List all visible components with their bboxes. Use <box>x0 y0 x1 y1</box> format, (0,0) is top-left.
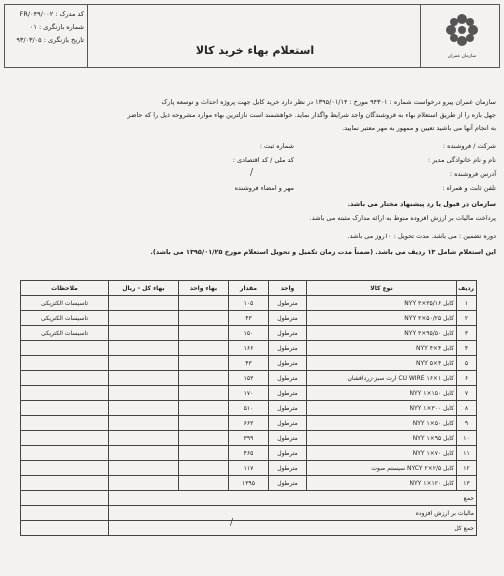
table-row <box>21 416 477 431</box>
vat-value <box>21 506 109 521</box>
item-note: تاسیسات الکتریکی <box>21 326 109 341</box>
unit-price <box>179 476 229 491</box>
table-row <box>21 476 477 491</box>
item-name: کابل NYY ۱×۱۲۰ <box>307 476 457 491</box>
unit-price <box>179 371 229 386</box>
item-note <box>21 461 109 476</box>
national-id-label: کد ملی / کد اقتصادی : <box>232 156 294 164</box>
item-quantity: ۶۶۳ <box>229 416 269 431</box>
table-row <box>21 446 477 461</box>
row-number: ۸ <box>457 401 477 416</box>
item-name: کابل NYY ۳×۵۰/۲۵ <box>307 311 457 326</box>
row-number: ۱۰ <box>457 431 477 446</box>
total-price <box>109 416 179 431</box>
table-row <box>21 341 477 356</box>
tax-note: پرداخت مالیات بر ارزش افزوده منوط به ارائه مدارک مثبته می باشد. <box>309 214 496 222</box>
unit-price <box>179 386 229 401</box>
item-quantity: ۴۳ <box>229 356 269 371</box>
sum-label: جمع <box>109 491 477 506</box>
form-meta <box>8 8 84 47</box>
row-number: ۱۳ <box>457 476 477 491</box>
item-name: کابل NYY ۱×۹۵ <box>307 431 457 446</box>
archive-date: تاریخ بازنگری : ۹۳/۰۳/۰۵ <box>16 36 84 44</box>
total-price <box>109 326 179 341</box>
company-label: شرکت / فروشنده : <box>442 142 496 150</box>
item-unit: مترطول <box>269 371 307 386</box>
total-price <box>109 356 179 371</box>
item-quantity: ۵۱۰ <box>229 401 269 416</box>
sum-row <box>21 491 477 506</box>
item-name: کابل NYY ۱×۱۵۰ <box>307 386 457 401</box>
item-quantity: ۱۷۰ <box>229 386 269 401</box>
unit-price <box>179 461 229 476</box>
warranty-line: دوره تضمین : می باشد. مدت تحویل : ۱۰روز می باشد. <box>347 232 496 240</box>
vat-row <box>21 506 477 521</box>
item-name: کابل NYY ۴×۴ <box>307 341 457 356</box>
item-name: کابل NYY ۱×۳۰۰ <box>307 401 457 416</box>
total-price <box>109 311 179 326</box>
item-name: کابل NYY ۵×۴ <box>307 356 457 371</box>
unit-price <box>179 341 229 356</box>
column-header: نوع کالا <box>307 281 457 296</box>
intro-line-2: جهل بازه را از طریق استعلام بهاء به فروشندگان واجد شرایط واگذار نماید. خواهشمند است نازلترین بهاء موارد مشروحه ذیل را که حاضر <box>127 111 496 119</box>
address-label: آدرس فروشنده : <box>449 170 496 178</box>
total-price <box>109 386 179 401</box>
column-header: بهاء کل - ریال <box>109 281 179 296</box>
item-name: کابل NYY ۳×۹۵/۵۰ <box>307 326 457 341</box>
row-number: ۷ <box>457 386 477 401</box>
item-name: کابل NYCY ۲×۲/۵ سیستم صوت <box>307 461 457 476</box>
item-note: تاسیسات الکتریکی <box>21 311 109 326</box>
row-number: ۱۱ <box>457 446 477 461</box>
archive-number: شماره بازنگری : ۰۱ <box>29 23 84 31</box>
item-note <box>21 416 109 431</box>
total-price <box>109 296 179 311</box>
unit-price <box>179 296 229 311</box>
item-note <box>21 341 109 356</box>
count-line: این استعلام شامل ۱۳ ردیف می باشد. (ضمناً مدت زمان تکمیل و تحویل استعلام مورخ ۱۳۹۵/۰۱/۲۵ می باشد). <box>150 248 496 256</box>
item-note <box>21 476 109 491</box>
registration-label: شماره ثبت : <box>259 142 294 150</box>
table-row <box>21 386 477 401</box>
item-unit: مترطول <box>269 461 307 476</box>
column-header: مقدار <box>229 281 269 296</box>
table-row <box>21 401 477 416</box>
table-row <box>21 356 477 371</box>
page-title: استعلام بهاء خرید کالا <box>195 44 315 57</box>
column-header: واحد <box>269 281 307 296</box>
row-number: ۵ <box>457 356 477 371</box>
item-unit: مترطول <box>269 311 307 326</box>
form-code: کد مدرک : FR/۰۴۹/۰۰۲ <box>19 10 84 18</box>
header-divider <box>420 4 421 68</box>
unit-price <box>179 311 229 326</box>
row-number: ۴ <box>457 341 477 356</box>
table-row <box>21 311 477 326</box>
item-quantity: ۱۵۳ <box>229 371 269 386</box>
item-quantity: ۱۰۵ <box>229 296 269 311</box>
unit-price <box>179 446 229 461</box>
logo-caption: سازمان عمران <box>447 54 477 59</box>
row-number: ۹ <box>457 416 477 431</box>
item-name: کابل NYY ۱×۵۰ <box>307 416 457 431</box>
item-unit: مترطول <box>269 386 307 401</box>
seal-label: مهر و امضاء فروشنده <box>234 184 294 192</box>
item-unit: مترطول <box>269 416 307 431</box>
unit-price <box>179 401 229 416</box>
total-price <box>109 461 179 476</box>
total-value <box>21 521 109 536</box>
item-quantity: ۳۹۹ <box>229 431 269 446</box>
item-unit: مترطول <box>269 341 307 356</box>
total-price <box>109 431 179 446</box>
row-number: ۱۲ <box>457 461 477 476</box>
item-quantity: ۱۳۹۵ <box>229 476 269 491</box>
table-row <box>21 296 477 311</box>
header-divider <box>87 4 88 68</box>
table-row <box>21 431 477 446</box>
item-quantity: ۱۵۰ <box>229 326 269 341</box>
item-note: تاسیسات الکتریکی <box>21 296 109 311</box>
item-quantity: ۴۶۵ <box>229 446 269 461</box>
row-number: ۳ <box>457 326 477 341</box>
column-header: ردیف <box>457 281 477 296</box>
unit-price <box>179 416 229 431</box>
unit-price <box>179 356 229 371</box>
total-price <box>109 341 179 356</box>
sum-value <box>21 491 109 506</box>
handwritten-mark: / <box>230 518 234 528</box>
item-unit: مترطول <box>269 446 307 461</box>
item-quantity: ۴۳ <box>229 311 269 326</box>
total-price <box>109 446 179 461</box>
item-note <box>21 401 109 416</box>
phone-label: تلفن ثابت و همراه : <box>442 184 496 192</box>
row-number: ۶ <box>457 371 477 386</box>
total-label: جمع کل <box>109 521 477 536</box>
item-unit: مترطول <box>269 296 307 311</box>
reserve-note: سازمان در قبول یا رد پیشنهاد مختار می باشد. <box>347 200 496 208</box>
vat-label: مالیات بر ارزش افزوده <box>109 506 477 521</box>
column-header: ملاحظات <box>21 281 109 296</box>
item-name: کابل NYY ۳×۳۵/۱۶ <box>307 296 457 311</box>
table-row <box>21 461 477 476</box>
item-name: کابل ۱×۱۶ CU WIRE ارت سبز-زردافشان <box>307 371 457 386</box>
item-unit: مترطول <box>269 326 307 341</box>
item-note <box>21 431 109 446</box>
table-row <box>21 326 477 341</box>
item-quantity: ۱۶۶ <box>229 341 269 356</box>
intro-line-3: به انجام آنها می باشید تعیین و ممهور به مهر معتبر نمایید. <box>342 124 496 132</box>
item-note <box>21 446 109 461</box>
items-table <box>20 280 477 536</box>
item-quantity: ۱۱۷ <box>229 461 269 476</box>
row-number: ۱ <box>457 296 477 311</box>
item-note <box>21 386 109 401</box>
total-price <box>109 371 179 386</box>
handwritten-mark: / <box>250 168 254 178</box>
unit-price <box>179 431 229 446</box>
item-unit: مترطول <box>269 476 307 491</box>
item-name: کابل NYY ۱×۷۰ <box>307 446 457 461</box>
row-number: ۲ <box>457 311 477 326</box>
manager-label: نام و نام خانوادگی مدیر : <box>428 156 496 164</box>
total-row <box>21 521 477 536</box>
column-header: بهاء واحد <box>179 281 229 296</box>
table-row <box>21 371 477 386</box>
total-price <box>109 476 179 491</box>
total-price <box>109 401 179 416</box>
table-header-row <box>21 281 477 296</box>
intro-line-1: سازمان عمران پیرو درخواست شماره : ۹۴۳۰۱ مورخ : ۱۳۹۵/۰۱/۱۴ در نظر دارد خرید کابل جهت پروژه احداث و توسعه پارک <box>161 98 496 106</box>
item-unit: مترطول <box>269 431 307 446</box>
item-note <box>21 371 109 386</box>
item-unit: مترطول <box>269 356 307 371</box>
item-unit: مترطول <box>269 401 307 416</box>
item-note <box>21 356 109 371</box>
unit-price <box>179 326 229 341</box>
